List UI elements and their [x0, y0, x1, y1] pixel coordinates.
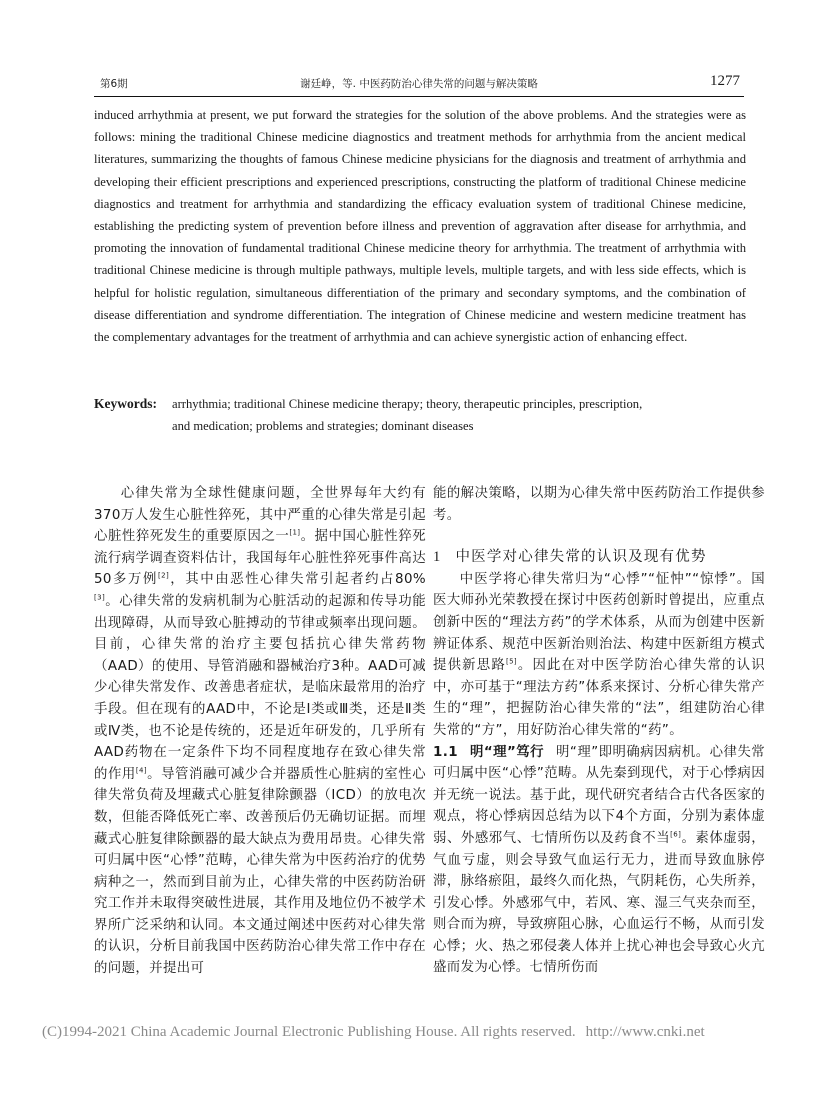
copyright-text: (C)1994-2021 China Academic Journal Electronic Publishing House. All rights reserved. [42, 1024, 576, 1040]
page-number: 1277 [710, 73, 740, 89]
keywords-block [94, 393, 746, 437]
subsection-title: 明“理”笃行 [469, 744, 545, 760]
citation-3[interactable]: [3] [94, 593, 106, 602]
text-run: 。素体虚弱，气血亏虚，则会导致气血运行无力，进而导致血脉停滞，脉络瘀阻，最终久而化热，气阴耗伤，心失所养，引发心悸。外感邪气中，若风、寒、湿三气夹杂而至，则合而为痹，导致痹阻心脉，心血运行不畅，从而引发心悸；火、热之邪侵袭人体并上扰心神也会导致心火亢盛而发为心悸。七情所伤而 [433, 830, 765, 976]
citation-1[interactable]: [1] [289, 528, 301, 537]
english-abstract [94, 104, 746, 348]
text-run: 。因此在对中医学防治心律失常的认识中，亦可基于“理法方药”体系来探讨、分析心律失常产生的“理”，把握防治心律失常的“法”，组建防治心律失常的“方”，用好防治心律失常的“药”。 [433, 658, 766, 738]
section-heading [433, 547, 765, 569]
citation-2[interactable]: [2] [157, 571, 170, 580]
subsection-paragraph [433, 742, 765, 980]
citation-5[interactable]: [5] [505, 657, 518, 666]
intro-paragraph [94, 483, 426, 980]
right-column [433, 483, 765, 979]
section-number: 1 [433, 549, 442, 566]
citation-6[interactable]: [6] [670, 830, 682, 839]
keywords-line-2: and medication; problems and strategies; dominant diseases [172, 419, 474, 434]
copyright-footer [42, 1024, 782, 1041]
cnki-link[interactable]: http://www.cnki.net [585, 1024, 705, 1040]
text-run: ，其中由恶性心律失常引起者约占80% [169, 572, 426, 588]
text-run: 心律失常为全球性健康问题，全世界每年大约有370万人发生心脏性猝死，其中严重的心律失常是引起心脏性猝死发生的重要原因之一 [94, 486, 426, 545]
running-title: 谢廷峥，等. 中医药防治心律失常的问题与解决策略 [300, 78, 538, 90]
section-paragraph [433, 569, 765, 742]
abstract-text: induced arrhythmia at present, we put forward the strategies for the solution of the above problems. And the strategies were as follows: mining the traditional Chinese medicine diagnostics and treatment methods for arrhythmia from the ancient medical literatures, summarizing the thoughts of famous Chinese medicine physicians for the diagnosis and treatment of arrhythmia and developing their efficient prescriptions and experienced prescriptions, constructing the platform of traditional Chinese medicine diagnostics and treatment for arrhythmia and standardizing the efficacy evaluation system of traditional Chinese medicine, establishing the predicting system of prevention before illness and prevention of aggravation after disease for arrhythmia, and promoting the innovation of fundamental traditional Chinese medicine theory for arrhythmia. The treatment of arrhythmia with traditional Chinese medicine is through multiple pathways, multiple levels, multiple targets, and with less side effects, which is helpful for holistic regulation, simultaneous differentiation of the primary and secondary symptoms, and the combination of disease differentiation and syndrome differentiation. The integration of Chinese medicine and western medicine treatment has the complementary advantages for the treatment of arrhythmia and can achieve synergistic action of enhancing effect. [94, 108, 746, 345]
running-header [94, 72, 744, 97]
issue-number: 第6期 [100, 78, 128, 90]
subsection-number: 1.1 [433, 744, 458, 760]
text-run: 。心律失常的发病机制为心脏活动的起源和传导功能出现障碍，从而导致心脏搏动的节律或频率出现问题。目前，心律失常的治疗主要包括抗心律失常药物（AAD）的使用、导管消融和器械治疗3种。AAD可减少心律失常发作、改善患者症状，是临床最常用的治疗手段。但在现有的AAD中，不论是Ⅰ类或Ⅲ类，还是Ⅱ类或Ⅳ类，也不论是传统的，还是近年研发的，几乎所有AAD药物在一定条件下均不同程度地存在致心律失常的作用 [94, 593, 426, 782]
text-run: 中医学将心律失常归为“心悸”“怔忡”“惊悸”。国医大师孙光荣教授在探讨中医药创新时曾提出，应重点创新中医的“理法方药”的学术体系，从而为创建中医新辨证体系、规范中医新治则治法、构建中医新组方模式提供新思路 [433, 571, 765, 674]
citation-4[interactable]: [4] [135, 766, 147, 775]
left-column [94, 483, 426, 980]
keywords-label: Keywords: [94, 396, 157, 411]
text-run: 明“理”即明确病因病机。心律失常可归属中医“心悸”范畴。从先秦到现代，对于心悸病因并无统一说法。基于此，现代研究者结合古代各医家的观点，将心悸病因总结为以下4个方面，分别为素体虚弱、外感邪气、七情所伤以及药食不当 [433, 744, 765, 846]
text-run: 。据中国心脏性猝死流行病学调查资料估计，我国每年心脏性猝死事件高达50多万例 [94, 529, 426, 588]
section-title: 中医学对心律失常的认识及现有优势 [455, 549, 707, 566]
keywords-line-1: arrhythmia; traditional Chinese medicine therapy; theory, therapeutic principles, prescription, [172, 397, 643, 411]
intro-paragraph-continued: 能的解决策略，以期为心律失常中医药防治工作提供参考。 [433, 486, 765, 523]
text-run: 。导管消融可减少合并器质性心脏病的室性心律失常负荷及埋藏式心脏复律除颤器（ICD）的放电次数，但能否降低死亡率、改善预后仍无确切证据。而埋藏式心脏复律除颤器的最大缺点为费用昂贵。心律失常可归属中医“心悸”范畴，心律失常为中医药治疗的优势病种之一，然而到目前为止，心律失常的中医药防治研究工作并未取得突破性进展，其作用及地位仍不被学术界所广泛采纳和认同。本文通过阐述中医药对心律失常的认识，分析目前我国中医药防治心律失常工作中存在的问题，并提出可 [94, 766, 427, 977]
